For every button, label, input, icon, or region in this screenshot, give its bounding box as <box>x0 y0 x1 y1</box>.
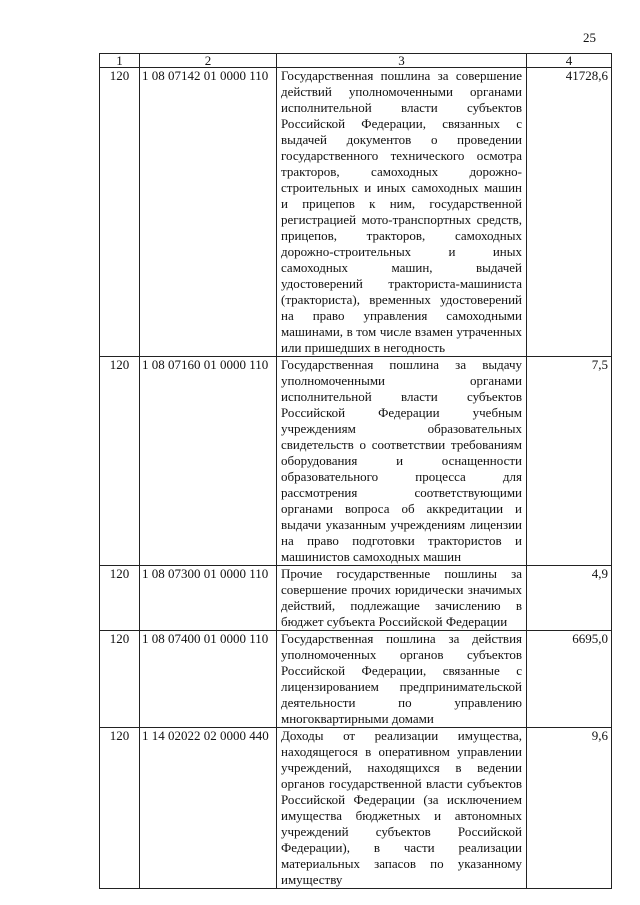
amount-cell: 7,5 <box>527 357 612 566</box>
revenue-code-cell: 1 14 02022 02 0000 440 <box>140 728 277 889</box>
revenue-code-cell: 1 08 07400 01 0000 110 <box>140 631 277 728</box>
admin-code-cell: 120 <box>100 68 140 357</box>
table-row <box>100 68 612 357</box>
amount-cell: 41728,6 <box>527 68 612 357</box>
revenue-name-cell: Доходы от реализации имущества, находящегося в оперативном управлении учреждений, находящихся в ведении органов государственной власти субъектов Российской Федерации (за исключением имущества бюджетных и автономных учреждений субъектов Российской Федерации), в части реализации материальных запасов по указанному имуществу <box>277 728 527 889</box>
amount-cell: 4,9 <box>527 566 612 631</box>
amount-cell: 9,6 <box>527 728 612 889</box>
admin-code-cell: 120 <box>100 357 140 566</box>
page-number: 25 <box>583 30 596 45</box>
header-col-4: 4 <box>527 54 612 68</box>
revenue-code-cell: 1 08 07300 01 0000 110 <box>140 566 277 631</box>
admin-code-cell: 120 <box>100 728 140 889</box>
admin-code-cell: 120 <box>100 566 140 631</box>
header-col-3: 3 <box>277 54 527 68</box>
table-header-row <box>100 54 612 68</box>
table-row <box>100 728 612 889</box>
revenue-code-cell: 1 08 07142 01 0000 110 <box>140 68 277 357</box>
table-row <box>100 566 612 631</box>
revenue-code-cell: 1 08 07160 01 0000 110 <box>140 357 277 566</box>
budget-revenue-table <box>99 53 612 889</box>
revenue-name-cell: Государственная пошлина за выдачу уполномоченными органами исполнительной власти субъектов Российской Федерации учебным учреждениям образовательных свидетельств о соответствии требованиям оборудования и оснащенности образовательного процесса для рассмотрения соответствующими органами вопроса об аккредитации и выдачи указанным учреждениям лицензии на право подготовки трактористов и машинистов самоходных машин <box>277 357 527 566</box>
header-col-2: 2 <box>140 54 277 68</box>
table-row <box>100 357 612 566</box>
admin-code-cell: 120 <box>100 631 140 728</box>
revenue-name-cell: Прочие государственные пошлины за совершение прочих юридически значимых действий, подлежащие зачислению в бюджет субъекта Российской Федерации <box>277 566 527 631</box>
revenue-name-cell: Государственная пошлина за действия уполномоченных органов субъектов Российской Федерации, связанные с лицензированием предпринимательской деятельности по управлению многоквартирными домами <box>277 631 527 728</box>
amount-cell: 6695,0 <box>527 631 612 728</box>
table-row <box>100 631 612 728</box>
header-col-1: 1 <box>100 54 140 68</box>
revenue-name-cell: Государственная пошлина за совершение действий уполномоченными органами исполнительной власти субъектов Российской Федерации, связанных с выдачей документов о проведении государственного технического осмотра тракторов, самоходных дорожно-строительных и иных самоходных машин и прицепов к ним, государственной регистрацией мото-транспортных средств, прицепов, тракторов, самоходных дорожно-строительных и иных самоходных машин, выдачей удостоверений тракториста-машиниста (тракториста), временных удостоверений на право управления самоходными машинами, в том числе взамен утраченных или пришедших в негодность <box>277 68 527 357</box>
